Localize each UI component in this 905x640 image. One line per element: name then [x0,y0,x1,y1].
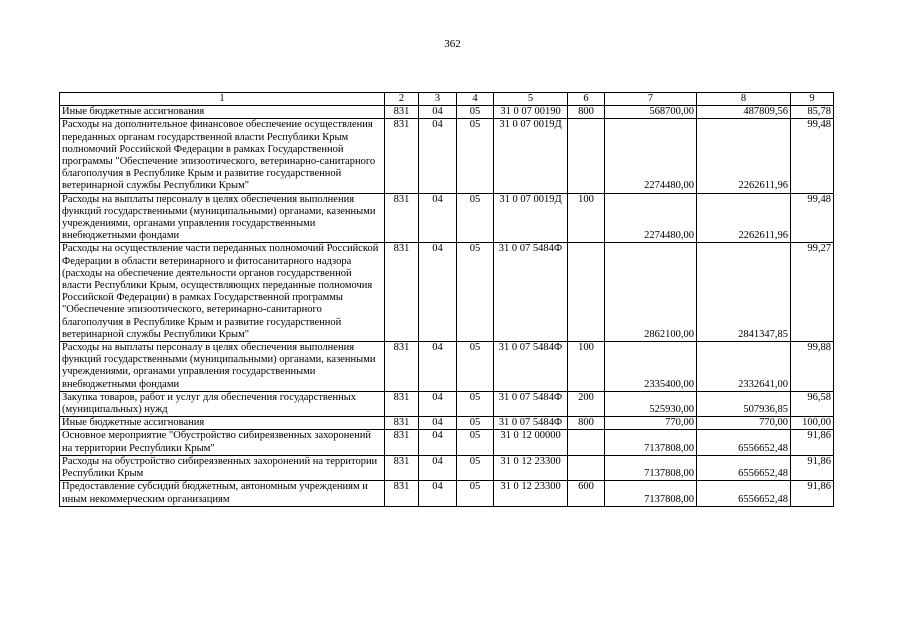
expense-type-cell: 800 [568,417,605,430]
target-article-cell: 31 0 07 5484Ф [494,342,568,392]
expense-type-cell [568,243,605,342]
subsection-code-cell: 05 [457,119,494,193]
target-article-cell: 31 0 07 5484Ф [494,417,568,430]
expense-type-cell: 800 [568,106,605,119]
expense-type-cell [568,455,605,480]
header-cell: 7 [605,93,697,106]
subsection-code-cell: 05 [457,106,494,119]
header-cell: 6 [568,93,605,106]
target-article-cell: 31 0 07 5484Ф [494,243,568,342]
row-name-cell: Предоставление субсидий бюджетным, автономным учреждениям и иным некоммерческим организациям [60,481,385,506]
row-name-cell: Закупка товаров, работ и услуг для обеспечения государственных (муниципальных) нужд [60,391,385,416]
row-name-cell: Иные бюджетные ассигнования [60,106,385,119]
table-row [60,417,834,430]
section-code-cell: 04 [419,417,457,430]
ministry-code-cell: 831 [385,391,419,416]
table-row [60,243,834,342]
ministry-code-cell: 831 [385,481,419,506]
ministry-code-cell: 831 [385,342,419,392]
section-code-cell: 04 [419,193,457,243]
planned-amount-cell: 7137808,00 [605,481,697,506]
row-name-cell: Расходы на осуществление части переданных полномочий Российской Федерации в области ветеринарного и фитосанитарного надзора (расходы на обеспечение деятельности органов государственной власти Республики Крым, осуществляющих переданные полномочия Российской Федерации) в рамках Государственной программы "Обеспечение эпизоотического, ветеринарно-санитарного благополучия в Республике Крым и развитие государственной ветеринарной службы Республики Крым" [60,243,385,342]
expense-type-cell [568,119,605,193]
header-cell: 3 [419,93,457,106]
target-article-cell: 31 0 12 23300 [494,455,568,480]
planned-amount-cell: 2335400,00 [605,342,697,392]
header-cell: 8 [697,93,791,106]
target-article-cell: 31 0 07 5484Ф [494,391,568,416]
row-name-cell: Расходы на обустройство сибиреязвенных захоронений на территории Республики Крым [60,455,385,480]
header-cell: 5 [494,93,568,106]
actual-amount-cell: 6556652,48 [697,430,791,455]
table-row [60,455,834,480]
planned-amount-cell: 568700,00 [605,106,697,119]
expense-type-cell: 600 [568,481,605,506]
page-number: 362 [444,38,461,50]
target-article-cell: 31 0 12 23300 [494,481,568,506]
execution-percent-cell: 91,86 [791,481,834,506]
table-row [60,481,834,506]
ministry-code-cell: 831 [385,430,419,455]
target-article-cell: 31 0 07 0019Д [494,119,568,193]
ministry-code-cell: 831 [385,193,419,243]
execution-percent-cell: 99,88 [791,342,834,392]
table-row [60,106,834,119]
actual-amount-cell: 770,00 [697,417,791,430]
execution-percent-cell: 91,86 [791,430,834,455]
subsection-code-cell: 05 [457,481,494,506]
planned-amount-cell: 770,00 [605,417,697,430]
actual-amount-cell: 2332641,00 [697,342,791,392]
table-row [60,119,834,193]
subsection-code-cell: 05 [457,243,494,342]
execution-percent-cell: 96,58 [791,391,834,416]
target-article-cell: 31 0 12 00000 [494,430,568,455]
header-cell: 9 [791,93,834,106]
header-cell: 4 [457,93,494,106]
subsection-code-cell: 05 [457,342,494,392]
ministry-code-cell: 831 [385,417,419,430]
subsection-code-cell: 05 [457,193,494,243]
row-name-cell: Расходы на выплаты персоналу в целях обеспечения выполнения функций государственными (муниципальными) органами, казенными учреждениями, органами управления государственными внебюджетными фондами [60,193,385,243]
actual-amount-cell: 2262611,96 [697,119,791,193]
target-article-cell: 31 0 07 0019Д [494,193,568,243]
section-code-cell: 04 [419,243,457,342]
execution-percent-cell: 99,48 [791,193,834,243]
header-cell: 1 [60,93,385,106]
actual-amount-cell: 507936,85 [697,391,791,416]
section-code-cell: 04 [419,391,457,416]
table-row [60,193,834,243]
subsection-code-cell: 05 [457,417,494,430]
actual-amount-cell: 487809,56 [697,106,791,119]
planned-amount-cell: 525930,00 [605,391,697,416]
section-code-cell: 04 [419,455,457,480]
actual-amount-cell: 2262611,96 [697,193,791,243]
actual-amount-cell: 6556652,48 [697,455,791,480]
execution-percent-cell: 85,78 [791,106,834,119]
header-cell: 2 [385,93,419,106]
table-row [60,391,834,416]
table-body [60,93,834,507]
table-row [60,342,834,392]
section-code-cell: 04 [419,430,457,455]
ministry-code-cell: 831 [385,455,419,480]
row-name-cell: Расходы на выплаты персоналу в целях обеспечения выполнения функций государственными (муниципальными) органами, казенными учреждениями, органами управления государственными внебюджетными фондами [60,342,385,392]
section-code-cell: 04 [419,342,457,392]
subsection-code-cell: 05 [457,455,494,480]
planned-amount-cell: 7137808,00 [605,455,697,480]
expense-type-cell: 100 [568,193,605,243]
budget-table [59,92,834,507]
subsection-code-cell: 05 [457,391,494,416]
actual-amount-cell: 6556652,48 [697,481,791,506]
planned-amount-cell: 2274480,00 [605,119,697,193]
ministry-code-cell: 831 [385,106,419,119]
ministry-code-cell: 831 [385,119,419,193]
row-name-cell: Иные бюджетные ассигнования [60,417,385,430]
expense-type-cell: 100 [568,342,605,392]
execution-percent-cell: 99,48 [791,119,834,193]
section-code-cell: 04 [419,106,457,119]
execution-percent-cell: 99,27 [791,243,834,342]
section-code-cell: 04 [419,481,457,506]
table-row [60,430,834,455]
ministry-code-cell: 831 [385,243,419,342]
expense-type-cell: 200 [568,391,605,416]
row-name-cell: Расходы на дополнительное финансовое обеспечение осуществления переданных органам государственной власти Республики Крым полномочий Российской Федерации в рамках Государственной программы "Обеспечение эпизоотического, ветеринарно-санитарного благополучия в Республике Крым и развитие государственной ветеринарной службы Республики Крым" [60,119,385,193]
execution-percent-cell: 91,86 [791,455,834,480]
row-name-cell: Основное мероприятие "Обустройство сибиреязвенных захоронений на территории Республики Крым" [60,430,385,455]
execution-percent-cell: 100,00 [791,417,834,430]
subsection-code-cell: 05 [457,430,494,455]
target-article-cell: 31 0 07 00190 [494,106,568,119]
actual-amount-cell: 2841347,85 [697,243,791,342]
planned-amount-cell: 2274480,00 [605,193,697,243]
planned-amount-cell: 7137808,00 [605,430,697,455]
expense-type-cell [568,430,605,455]
planned-amount-cell: 2862100,00 [605,243,697,342]
section-code-cell: 04 [419,119,457,193]
table-header-row [60,93,834,106]
